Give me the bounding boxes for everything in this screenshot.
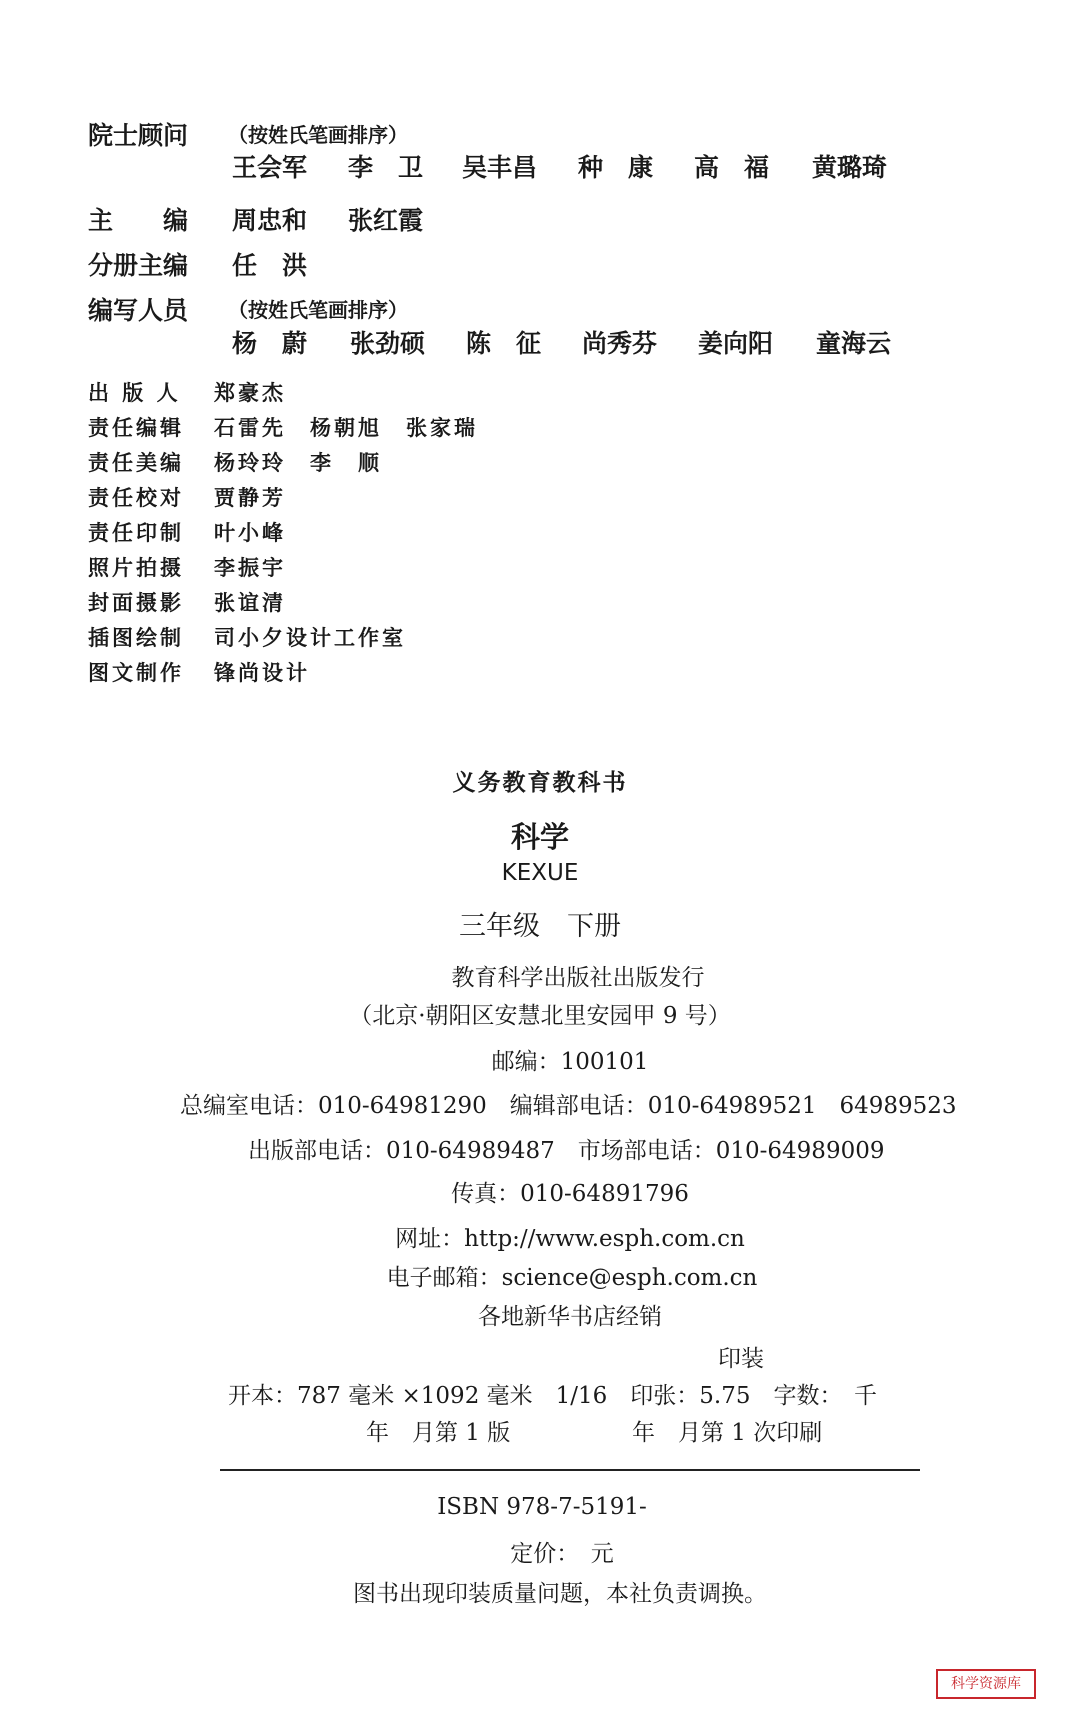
printing-run: 年 月第 1 次印刷 xyxy=(632,1420,823,1446)
publisher: 教育科学出版社出版发行 xyxy=(451,965,705,991)
chief-editor-name: 周忠和 xyxy=(232,206,308,235)
writer-name: 陈 征 xyxy=(466,329,542,358)
writer-name: 童海云 xyxy=(816,329,892,358)
book-title-pinyin: KEXUE xyxy=(501,860,579,886)
quality-notice: 图书出现印装质量问题，本社负责调换。 xyxy=(353,1581,767,1607)
publisher-address: （北京·朝阳区安慧北里安园甲 9 号） xyxy=(349,1003,731,1029)
grade-volume: 三年级 下册 xyxy=(459,911,621,942)
staff-value: 贾静芳 xyxy=(214,485,286,510)
volume-editor-label: 分册主编 xyxy=(88,251,189,280)
isbn: ISBN 978-7-5191- xyxy=(437,1494,647,1520)
volume-editor-name: 任 洪 xyxy=(232,251,308,280)
postcode: 邮编：100101 xyxy=(491,1049,649,1075)
book-specs: 开本：787 毫米 ×1092 毫米 1/16 印张：5.75 字数： 千 xyxy=(228,1383,877,1409)
website: 网址：http://www.esph.com.cn xyxy=(395,1226,745,1252)
advisors-sort-note: （按姓氏笔画排序） xyxy=(228,123,408,147)
staff-label: 责任印制 xyxy=(88,520,184,545)
writer-name: 杨 蔚 xyxy=(232,329,308,358)
advisor-name: 王会军 xyxy=(232,153,308,182)
staff-value: 叶小峰 xyxy=(214,520,286,545)
staff-label: 图文制作 xyxy=(88,660,184,685)
series-name: 义务教育教科书 xyxy=(452,769,628,796)
phone-line-2: 出版部电话：010-64989487 市场部电话：010-64989009 xyxy=(248,1138,885,1164)
email: 电子邮箱：science@esph.com.cn xyxy=(386,1265,758,1291)
advisor-name: 种 康 xyxy=(578,153,654,182)
staff-label: 照片拍摄 xyxy=(88,555,184,580)
staff-label: 插图绘制 xyxy=(88,625,184,650)
writers-label: 编写人员 xyxy=(88,296,189,325)
book-title: 科学 xyxy=(510,820,569,854)
staff-label: 封面摄影 xyxy=(88,590,184,615)
staff-value: 司小夕设计工作室 xyxy=(214,625,406,650)
chief-editor-name: 张红霞 xyxy=(348,206,424,235)
watermark-stamp: 科学资源库 xyxy=(936,1669,1036,1699)
chief-editors-label: 主 编 xyxy=(88,206,189,235)
staff-value: 张谊清 xyxy=(214,590,286,615)
advisor-name: 黄璐琦 xyxy=(812,153,888,182)
advisors-label: 院士顾问 xyxy=(88,121,189,150)
staff-value: 郑豪杰 xyxy=(214,380,286,405)
staff-value: 杨玲玲 李 顺 xyxy=(214,450,382,475)
divider-rule xyxy=(220,1469,920,1471)
staff-value: 锋尚设计 xyxy=(214,660,310,685)
printing: 印装 xyxy=(718,1346,764,1372)
distributor: 各地新华书店经销 xyxy=(478,1304,662,1330)
writer-name: 姜向阳 xyxy=(698,329,774,358)
fax: 传真：010-64891796 xyxy=(451,1181,689,1207)
staff-label: 责任编辑 xyxy=(88,415,184,440)
staff-value: 石雷先 杨朝旭 张家瑞 xyxy=(214,415,478,440)
staff-label: 出 版 人 xyxy=(88,380,181,405)
price: 定价： 元 xyxy=(510,1541,614,1567)
writer-name: 尚秀芬 xyxy=(582,329,658,358)
staff-label: 责任美编 xyxy=(88,450,184,475)
advisor-name: 吴丰昌 xyxy=(462,153,538,182)
staff-label: 责任校对 xyxy=(88,485,184,510)
staff-value: 李振宇 xyxy=(214,555,286,580)
writers-sort-note: （按姓氏笔画排序） xyxy=(228,298,408,322)
phone-line-1: 总编室电话：010-64981290 编辑部电话：010-64989521 64989523 xyxy=(180,1093,957,1119)
edition: 年 月第 1 版 xyxy=(366,1420,511,1446)
advisor-name: 高 福 xyxy=(694,153,770,182)
writer-name: 张劲硕 xyxy=(350,329,426,358)
advisor-name: 李 卫 xyxy=(348,153,424,182)
